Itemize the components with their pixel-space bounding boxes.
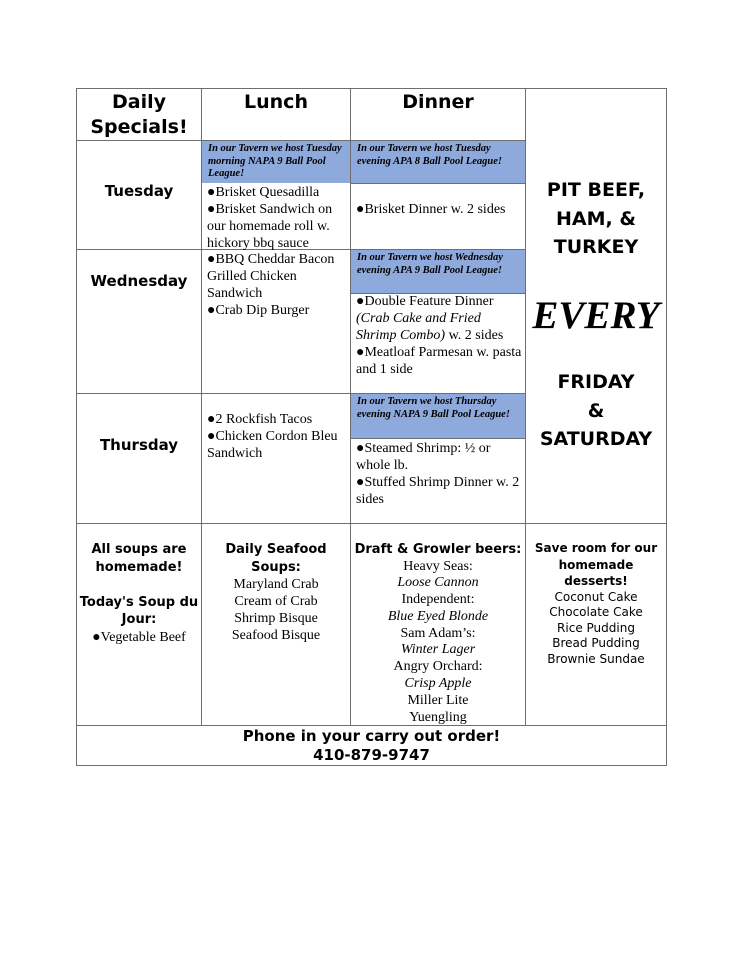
list-item: Loose Cannon [397, 575, 479, 591]
carry-out-text: Phone in your carry out order! [242, 727, 501, 745]
list-item: ●Brisket Quesadilla [207, 185, 320, 200]
promo-days: FRIDAY & SATURDAY [539, 371, 653, 450]
dinner-thursday [356, 440, 524, 508]
list-item: ●Brisket Dinner w. 2 sides [356, 202, 506, 217]
list-item: ●Crab Dip Burger [207, 303, 310, 318]
dinner-header: Dinner [402, 91, 474, 113]
beers-title: Draft & Growler beers: [354, 542, 522, 557]
dinner-wednesday [356, 293, 524, 378]
soups-title: All soups are homemade! [91, 542, 187, 575]
list-item: Bread Pudding [552, 636, 640, 651]
tavern-note-wednesday-dinner: In our Tavern we host Wednesday evening APA 9 Ball Pool League! [351, 250, 525, 293]
soup-du-jour-label: Today's Soup du Jour: [79, 594, 199, 627]
list-item: Blue Eyed Blonde [387, 608, 489, 624]
list-item: ●Double Feature Dinner (Crab Cake and Fried Shrimp Combo) w. 2 sides [356, 294, 504, 343]
tavern-note-tuesday-lunch: In our Tavern we host Tuesday morning NAPA 9 Ball Pool League! [202, 141, 350, 183]
list-item: Yuengling [409, 709, 467, 725]
promo-meats: PIT BEEF, HAM, & TURKEY [546, 179, 646, 258]
dessert-list [526, 590, 666, 668]
desserts-cell [526, 540, 666, 667]
list-item: Winter Lager [400, 642, 476, 658]
list-item: Seafood Bisque [231, 628, 321, 643]
tavern-note-thursday-dinner: In our Tavern we host Thursday evening NAPA 9 Ball Pool League! [351, 394, 525, 438]
lunch-header: Lunch [244, 91, 308, 113]
soups-cell [77, 541, 201, 646]
list-item: Coconut Cake [554, 589, 638, 604]
promo-every: EVERY [532, 294, 660, 337]
dinner-tuesday [356, 201, 524, 218]
list-item: Sam Adam’s: [400, 625, 476, 641]
tavern-note-tuesday-dinner: In our Tavern we host Tuesday evening APA 8 Ball Pool League! [351, 141, 525, 183]
lunch-thursday [207, 411, 349, 462]
lunch-wednesday [207, 251, 349, 319]
lunch-tuesday [207, 184, 349, 252]
daily-specials-header: Daily Specials! [90, 91, 188, 138]
soup-du-jour-item: ●Vegetable Beef [92, 629, 186, 645]
day-wednesday: Wednesday [90, 272, 188, 290]
seafood-soups-cell [202, 541, 350, 644]
list-item: Chocolate Cake [549, 605, 643, 620]
footer-carry-out [77, 727, 666, 765]
list-item: ●Meatloaf Parmesan w. pasta and 1 side [356, 345, 522, 377]
list-item: ●Steamed Shrimp: ½ or whole lb. [356, 441, 491, 473]
list-item: Cream of Crab [234, 594, 318, 609]
day-tuesday: Tuesday [104, 182, 174, 200]
list-item: Angry Orchard: [393, 659, 483, 675]
list-item: Heavy Seas: [403, 558, 473, 574]
list-item: ●Stuffed Shrimp Dinner w. 2 sides [356, 475, 520, 507]
day-thursday: Thursday [99, 436, 179, 454]
beers-cell [351, 541, 525, 726]
list-item: Crisp Apple [404, 676, 472, 692]
list-item: Shrimp Bisque [234, 611, 318, 626]
list-item: ●Brisket Sandwich on our homemade roll w. hickory bbq sauce [207, 202, 333, 251]
list-item: ●2 Rockfish Tacos [207, 412, 313, 427]
desserts-title: Save room for our homemade desserts! [534, 541, 658, 588]
list-item: Independent: [401, 592, 475, 608]
phone-number: 410-879-9747 [313, 746, 430, 764]
list-item: ●Chicken Cordon Bleu Sandwich [207, 429, 338, 461]
list-item: Maryland Crab [233, 577, 319, 592]
seafood-title: Daily Seafood Soups: [225, 542, 327, 575]
list-item: Miller Lite [407, 692, 469, 708]
list-item: Brownie Sundae [547, 651, 645, 666]
seafood-list [202, 576, 350, 644]
beer-list [351, 559, 525, 727]
list-item: Rice Pudding [557, 620, 635, 635]
list-item: ●BBQ Cheddar Bacon Grilled Chicken Sandwich [207, 252, 335, 301]
